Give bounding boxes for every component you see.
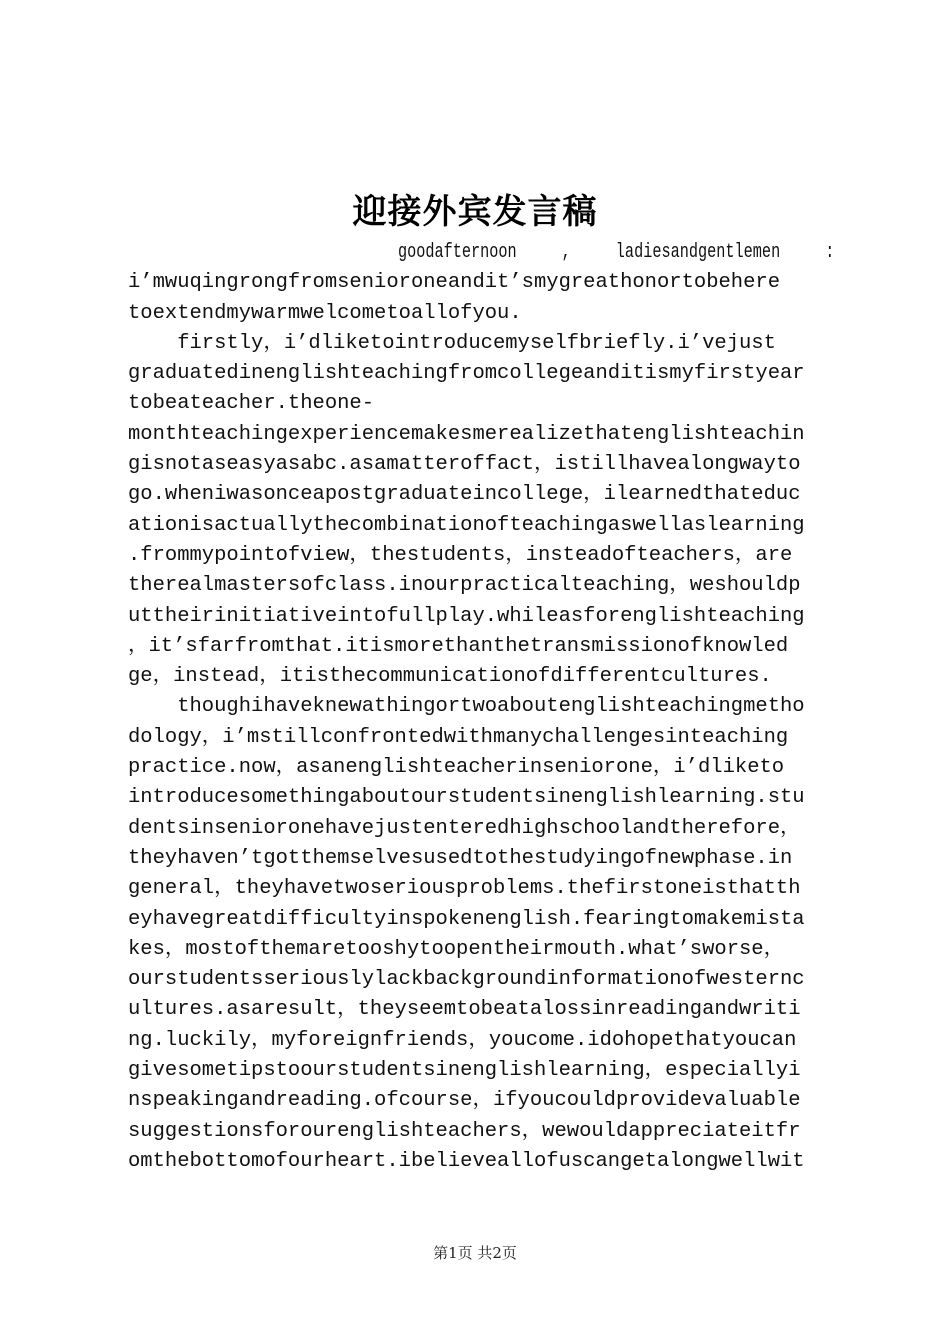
text-line: ourstudentsseriouslylackbackgroundinformationofwesternc	[128, 968, 805, 992]
text-line: givesometipstoourstudentsinenglishlearning，especiallyi	[128, 1059, 801, 1083]
text-line: ng.luckily，myforeignfriends，youcome.idohopethatyoucan	[128, 1028, 797, 1052]
text-line: general，theyhavetwoseriousproblems.thefirstoneisthatth	[128, 877, 801, 901]
text-line: uttheirinitiativeintofullplay.whileasforenglishteaching	[128, 604, 805, 628]
text-line: .frommypointofview，thestudents，insteadofteachers，are	[128, 543, 793, 567]
text-line: therealmastersofclass.inourpracticalteaching，weshouldp	[128, 574, 801, 598]
text-line: kes，mostofthemaretooshytoopentheirmouth.what’sworse，	[128, 937, 785, 961]
text-line: suggestionsforourenglishteachers，wewouldappreciateitfr	[128, 1119, 801, 1143]
text-line: monthteachingexperiencemakesmerealizethatenglishteachin	[128, 422, 805, 446]
text-line: introducesomethingaboutourstudentsinenglishlearning.stu	[128, 786, 805, 810]
text-line: dology，i’mstillconfrontedwithmanychallengesinteaching	[128, 725, 789, 749]
text-line: gisnotaseasyasabc.asamatteroffact，istillhavealongwayto	[128, 453, 801, 477]
text-line: practice.now，asanenglishteacherinseniorone，i’dliketo	[128, 756, 785, 780]
text-line: eyhavegreatdifficultyinspokenenglish.fearingtomakemista	[128, 907, 805, 931]
text-line: goodafternoon , ladiesandgentlemen :	[128, 241, 835, 264]
text-line: firstly，i’dliketointroducemyselfbriefly.i’vejust	[128, 331, 776, 355]
text-line: ationisactuallythecombinationofteachingaswellaslearning	[128, 513, 805, 537]
text-line: toextendmywarmwelcometoallofyou.	[128, 301, 522, 325]
text-line: theyhaven’tgotthemselvesusedtothestudyingofnewphase.in	[128, 846, 793, 870]
page-footer: 第1页 共2页	[433, 1244, 517, 1262]
text-line: tobeateacher.theone-	[128, 392, 375, 416]
text-line: ，it’sfarfromthat.itismorethanthetransmissionofknowled	[128, 634, 789, 658]
page-title: 迎接外宾发言稿	[352, 192, 598, 232]
text-line: nspeakingandreading.ofcourse，ifyoucouldprovidevaluable	[128, 1089, 801, 1113]
text-line: go.wheniwasonceapostgraduateincollege，ilearnedthateduc	[128, 483, 801, 507]
speech-body	[128, 238, 834, 1177]
text-line: omthebottomofourheart.ibelieveallofuscangetalongwellwit	[128, 1149, 805, 1173]
text-line: graduatedinenglishteachingfromcollegeanditismyfirstyear	[128, 362, 805, 386]
text-line: dentsinsenioronehavejustenteredhighschoolandtherefore，	[128, 816, 801, 840]
text-line: ge，instead，itisthecommunicationofdifferentcultures.	[128, 665, 772, 689]
text-line: ultures.asaresult，theyseemtobeatalossinreadingandwriti	[128, 998, 801, 1022]
text-line: thoughihaveknewathingortwoaboutenglishteachingmetho	[128, 695, 805, 719]
text-line: i’mwuqingrongfromsenioroneandit’smygreathonortobehere	[128, 271, 781, 295]
